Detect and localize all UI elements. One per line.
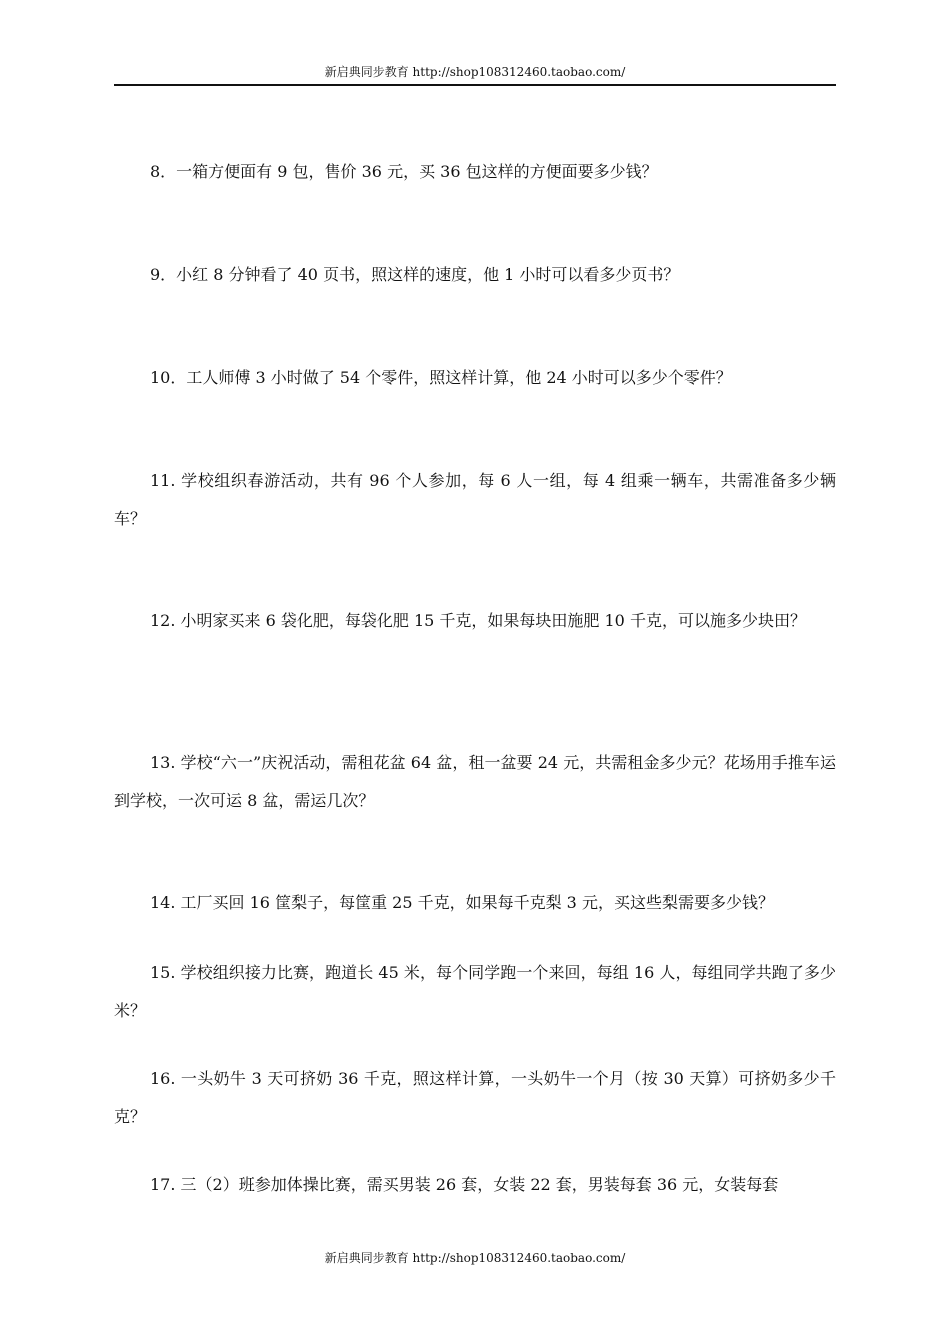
question-16: 16. 一头奶牛 3 天可挤奶 36 千克，照这样计算，一头奶牛一个月（按 30 天算）可挤奶多少千克？ [114,1069,836,1126]
question-14: 14. 工厂买回 16 筐梨子，每筐重 25 千克，如果每千克梨 3 元，买这些梨需要多少钱？ [150,893,774,912]
page-header: 新启典同步教育 http://shop108312460.taobao.com/ [324,65,626,79]
question-12: 12. 小明家买来 6 袋化肥，每袋化肥 15 千克，如果每块田施肥 10 千克，可以施多少块田？ [150,611,806,630]
question-15: 15. 学校组织接力比赛，跑道长 45 米，每个同学跑一个来回，每组 16 人，每组同学共跑了多少米？ [114,963,836,1020]
question-11: 11. 学校组织春游活动，共有 96 个人参加，每 6 人一组，每 4 组乘一辆车，共需准备多少辆车？ [114,471,836,528]
question-9: 9．小红 8 分钟看了 40 页书，照这样的速度，他 1 小时可以看多少页书？ [150,265,680,284]
question-13: 13. 学校“六一”庆祝活动，需租花盆 64 盆，租一盆要 24 元，共需租金多少元？花场用手推车运到学校，一次可运 8 盆，需运几次？ [114,753,836,810]
question-8: 8．一箱方便面有 9 包，售价 36 元，买 36 包这样的方便面要多少钱？ [150,162,658,181]
page-footer: 新启典同步教育 http://shop108312460.taobao.com/ [324,1251,626,1265]
question-10: 10．工人师傅 3 小时做了 54 个零件，照这样计算，他 24 小时可以多少个零件？ [150,368,732,387]
header-divider [114,84,836,86]
question-17: 17. 三（2）班参加体操比赛，需买男装 26 套，女装 22 套，男装每套 36 元，女装每套 [150,1175,779,1194]
